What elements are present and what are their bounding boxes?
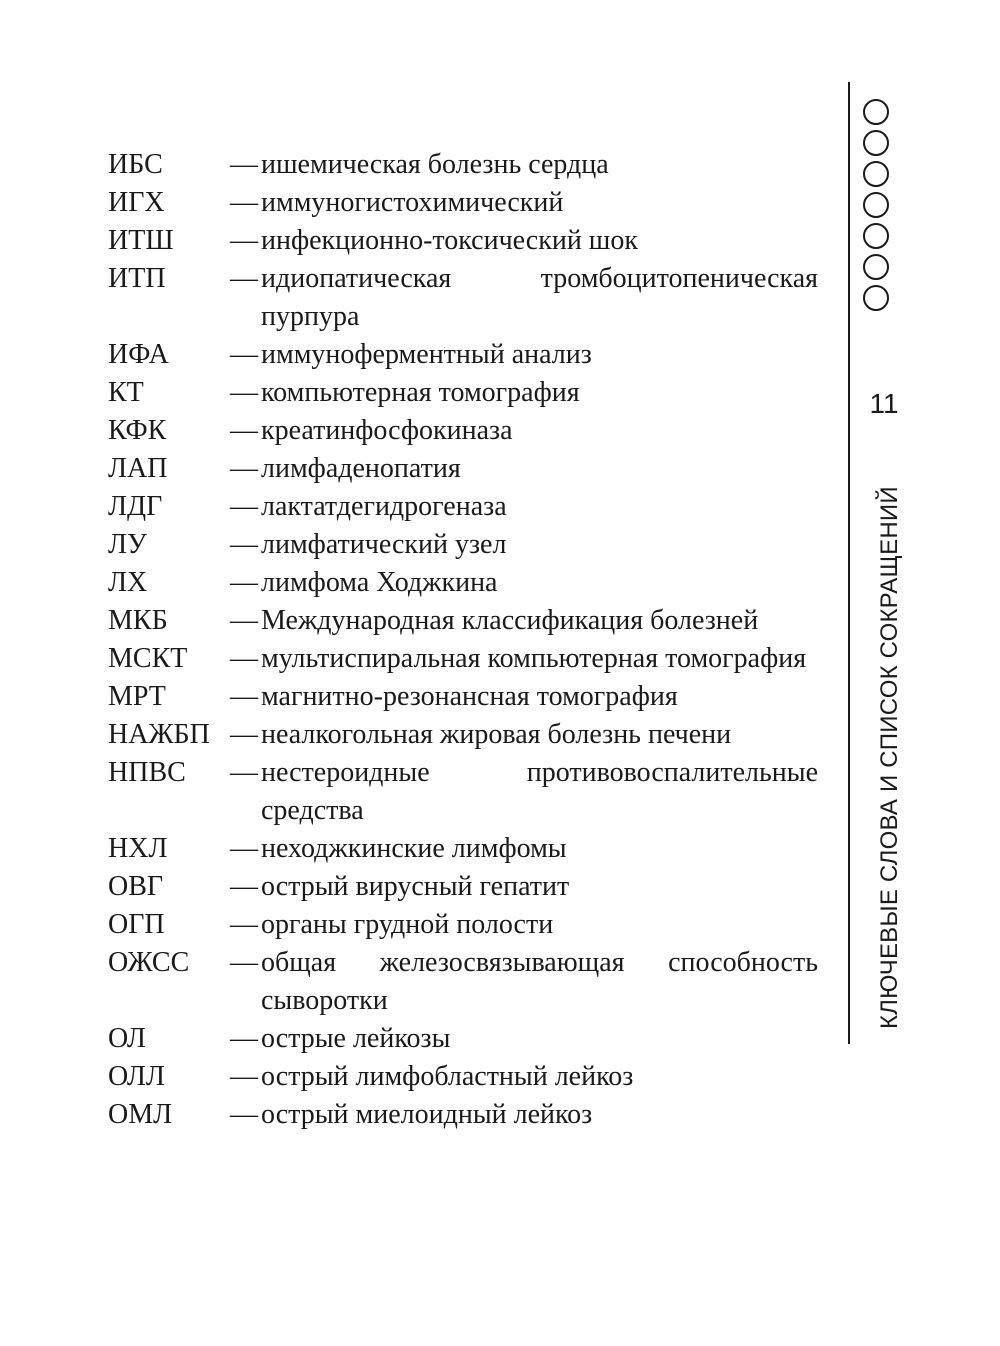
abbreviation-row	[108, 450, 818, 488]
abbreviation-definition: мультиспиральная компьютерная томография	[261, 643, 807, 674]
abbreviation-term: ЛДГ	[108, 491, 163, 522]
abbreviation-definition: лактатдегидрогеназа	[261, 491, 507, 522]
abbreviation-term: ОГП	[108, 909, 165, 940]
page-number: 11	[869, 388, 899, 419]
em-dash: —	[230, 681, 258, 712]
em-dash: —	[230, 339, 258, 370]
em-dash: —	[230, 225, 258, 256]
abbreviation-row	[108, 184, 818, 222]
abbreviation-term: ОЖСС	[108, 947, 190, 978]
abbreviation-term: ОВГ	[108, 871, 164, 902]
abbreviation-row	[108, 1020, 818, 1058]
abbreviation-term: ОМЛ	[108, 1099, 173, 1130]
abbreviation-definition: иммуногистохимический	[261, 187, 564, 218]
abbreviation-row	[108, 1096, 818, 1134]
em-dash: —	[230, 947, 258, 978]
abbreviation-definition: неходжкинские лимфомы	[261, 833, 567, 864]
abbreviation-row	[108, 260, 818, 336]
abbreviation-row	[108, 526, 818, 564]
abbreviation-term: ОЛЛ	[108, 1061, 165, 1092]
circle-icon	[863, 254, 889, 280]
em-dash: —	[230, 909, 258, 940]
abbreviation-term: КФК	[108, 415, 167, 446]
em-dash: —	[230, 529, 258, 560]
abbreviation-definition: неалкогольная жировая болезнь печени	[261, 719, 732, 750]
abbreviation-row	[108, 412, 818, 450]
abbreviation-term: МРТ	[108, 681, 166, 712]
abbreviation-row	[108, 564, 818, 602]
abbreviation-term: МКБ	[108, 605, 168, 636]
em-dash: —	[230, 605, 258, 636]
abbreviation-term: ИТП	[108, 263, 166, 294]
em-dash: —	[230, 377, 258, 408]
abbreviation-term: НПВС	[108, 757, 186, 788]
abbreviation-definition: инфекционно-токсический шок	[261, 225, 638, 256]
abbreviation-row	[108, 336, 818, 374]
em-dash: —	[230, 149, 258, 180]
running-head: КЛЮЧЕВЫЕ СЛОВА И СПИСОК СОКРАЩЕНИЙ	[876, 486, 903, 1029]
abbreviation-definition: лимфаденопатия	[261, 453, 461, 484]
abbreviation-term: КТ	[108, 377, 144, 408]
em-dash: —	[230, 187, 258, 218]
circle-icon	[863, 99, 889, 125]
abbreviation-definition: лимфома Ходжкина	[261, 567, 498, 598]
abbreviation-row	[108, 146, 818, 184]
vertical-divider-line	[848, 82, 850, 1044]
abbreviation-term: ОЛ	[108, 1023, 146, 1054]
abbreviation-definition: острый лимфобластный лейкоз	[261, 1061, 634, 1092]
abbreviation-row	[108, 906, 818, 944]
em-dash: —	[230, 719, 258, 750]
abbreviation-row	[108, 602, 818, 640]
abbreviation-term: ЛАП	[108, 453, 168, 484]
abbreviation-definition: острый миелоидный лейкоз	[261, 1099, 593, 1130]
abbreviation-row	[108, 754, 818, 830]
abbreviation-term: ЛХ	[108, 567, 148, 598]
abbreviation-term: НХЛ	[108, 833, 168, 864]
em-dash: —	[230, 415, 258, 446]
abbreviation-term: ИГХ	[108, 187, 165, 218]
circle-icon	[863, 192, 889, 218]
abbreviation-row	[108, 488, 818, 526]
circle-icon	[863, 130, 889, 156]
em-dash: —	[230, 491, 258, 522]
abbreviation-row	[108, 222, 818, 260]
abbreviation-row	[108, 868, 818, 906]
abbreviation-definition: идиопатическая тромбоцитопеническая пурпура	[261, 263, 818, 332]
circle-icon	[863, 161, 889, 187]
em-dash: —	[230, 643, 258, 674]
abbreviation-definition: острые лейкозы	[261, 1023, 451, 1054]
circle-icon	[863, 223, 889, 249]
abbreviation-definition: лимфатический узел	[261, 529, 507, 560]
abbreviation-term: ИБС	[108, 149, 163, 180]
abbreviation-row	[108, 640, 818, 678]
abbreviation-term: ИФА	[108, 339, 169, 370]
em-dash: —	[230, 1099, 258, 1130]
abbreviation-row	[108, 678, 818, 716]
abbreviation-definition: компьютерная томография	[261, 377, 580, 408]
abbreviation-list	[108, 146, 818, 1134]
abbreviation-row	[108, 944, 818, 1020]
abbreviation-row	[108, 716, 818, 754]
abbreviation-definition: ишемическая болезнь сердца	[261, 149, 609, 180]
decorative-circles	[861, 99, 891, 316]
abbreviation-row	[108, 1058, 818, 1096]
abbreviation-definition: магнитно-резонансная томография	[261, 681, 678, 712]
em-dash: —	[230, 263, 258, 294]
em-dash: —	[230, 453, 258, 484]
abbreviation-definition: Международная классификация болезней	[261, 605, 759, 636]
em-dash: —	[230, 1023, 258, 1054]
em-dash: —	[230, 833, 258, 864]
abbreviation-definition: общая железосвязывающая способность сыворотки	[261, 947, 818, 1016]
abbreviation-definition: креатинфосфокиназа	[261, 415, 513, 446]
abbreviation-row	[108, 374, 818, 412]
abbreviation-definition: иммуноферментный анализ	[261, 339, 592, 370]
abbreviation-row	[108, 830, 818, 868]
em-dash: —	[230, 871, 258, 902]
abbreviation-term: ИТШ	[108, 225, 174, 256]
em-dash: —	[230, 757, 258, 788]
em-dash: —	[230, 1061, 258, 1092]
abbreviation-definition: органы грудной полости	[261, 909, 554, 940]
abbreviation-term: ЛУ	[108, 529, 147, 560]
em-dash: —	[230, 567, 258, 598]
circle-icon	[863, 285, 889, 311]
abbreviation-definition: нестероидные противовоспалительные средства	[261, 757, 818, 826]
abbreviation-term: МСКТ	[108, 643, 188, 674]
abbreviation-term: НАЖБП	[108, 719, 210, 750]
abbreviation-definition: острый вирусный гепатит	[261, 871, 570, 902]
